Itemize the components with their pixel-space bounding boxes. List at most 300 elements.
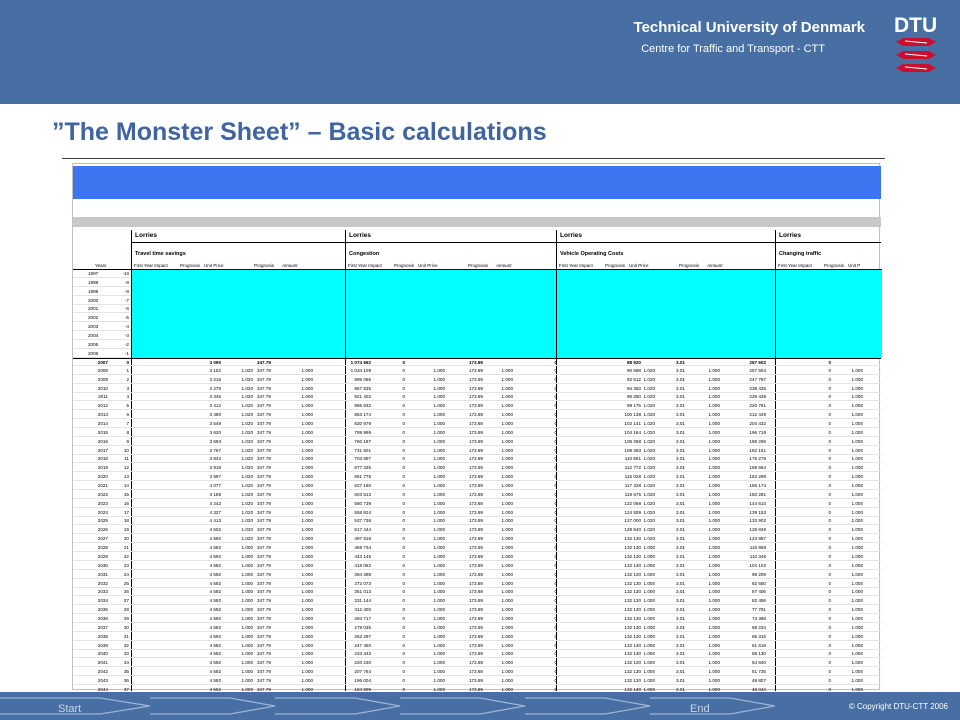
column-header: Prognosis bbox=[679, 263, 700, 268]
table-cell: 1.020 bbox=[241, 421, 253, 427]
table-cell: 1.020 bbox=[643, 367, 655, 373]
table-row bbox=[73, 297, 131, 305]
table-cell: 2012 bbox=[97, 403, 108, 409]
table-cell: 1.000 bbox=[301, 385, 313, 391]
table-cell: 267 602 bbox=[749, 360, 766, 365]
table-cell: 4 077 bbox=[209, 483, 221, 489]
table-cell: 22 bbox=[123, 553, 129, 559]
column-header: Unit Price bbox=[629, 263, 649, 268]
table-cell: 29 bbox=[123, 615, 129, 621]
table-cell: 77 791 bbox=[751, 607, 766, 613]
section-divider bbox=[776, 242, 881, 243]
table-row bbox=[73, 314, 131, 322]
table-row bbox=[73, 491, 881, 499]
table-cell: 1.000 bbox=[301, 562, 313, 568]
table-cell: 1.000 bbox=[643, 553, 655, 559]
table-cell: 119 675 bbox=[624, 491, 641, 497]
table-cell: 0 bbox=[828, 518, 831, 524]
table-cell: 1.000 bbox=[241, 545, 253, 551]
section-subtitle: Travel time savings bbox=[135, 251, 186, 257]
table-cell: 1.000 bbox=[241, 553, 253, 559]
table-cell: 0 bbox=[828, 394, 831, 400]
table-cell: 1.000 bbox=[851, 660, 863, 666]
table-cell: 1.000 bbox=[301, 589, 313, 595]
table-cell: 0 bbox=[828, 367, 831, 373]
table-cell: 1.000 bbox=[301, 669, 313, 675]
table-cell: 517 444 bbox=[354, 527, 371, 533]
table-cell: 558 824 bbox=[354, 509, 371, 515]
table-cell: 1.000 bbox=[643, 669, 655, 675]
nav-start-link[interactable]: Start bbox=[58, 703, 82, 715]
cyan-fill-block bbox=[557, 270, 776, 358]
table-cell: 1.000 bbox=[241, 607, 253, 613]
table-cell: 1.000 bbox=[501, 589, 513, 595]
table-cell: 14 bbox=[123, 483, 129, 489]
table-cell: 0 bbox=[828, 465, 831, 471]
table-cell: 1.000 bbox=[851, 545, 863, 551]
table-cell: 0 bbox=[402, 421, 405, 427]
table-cell: 0 bbox=[554, 403, 557, 409]
table-cell: 1.000 bbox=[501, 642, 513, 648]
table-cell: 0 bbox=[828, 509, 831, 515]
year-cell: 2005 bbox=[88, 341, 99, 347]
table-cell: 1.000 bbox=[708, 624, 720, 630]
table-cell: 2016 bbox=[97, 438, 108, 444]
table-cell: 73 388 bbox=[751, 615, 766, 621]
table-cell: 0 bbox=[554, 580, 557, 586]
table-cell: 0 bbox=[402, 509, 405, 515]
table-cell: 4 592 bbox=[209, 553, 221, 559]
table-row bbox=[73, 393, 881, 401]
table-cell: 312 400 bbox=[354, 607, 371, 613]
table-cell: 1.000 bbox=[433, 642, 445, 648]
table-cell: 1.020 bbox=[241, 518, 253, 524]
table-cell: 0 bbox=[402, 624, 405, 630]
table-cell: 1.000 bbox=[501, 607, 513, 613]
table-cell: 1.000 bbox=[851, 421, 863, 427]
table-row bbox=[73, 402, 881, 410]
table-cell: 347.79 bbox=[256, 553, 271, 559]
table-cell: 0 bbox=[554, 447, 557, 453]
table-cell: 0 bbox=[828, 615, 831, 621]
table-cell: 0 bbox=[402, 642, 405, 648]
table-cell: 1.000 bbox=[708, 394, 720, 400]
table-cell: 1.000 bbox=[643, 642, 655, 648]
table-cell: 1.000 bbox=[301, 633, 313, 639]
table-cell: 1.000 bbox=[851, 474, 863, 480]
table-cell: 0 bbox=[828, 589, 831, 595]
section-column-headers bbox=[132, 262, 346, 270]
table-cell: 537 736 bbox=[354, 518, 371, 524]
table-cell: 0 bbox=[402, 536, 405, 542]
table-cell: 347.79 bbox=[256, 633, 271, 639]
table-cell: 1.000 bbox=[301, 553, 313, 559]
table-cell: 0 bbox=[828, 500, 831, 506]
table-row bbox=[73, 350, 131, 358]
table-cell: 31 bbox=[123, 633, 129, 639]
table-cell: 1.000 bbox=[501, 624, 513, 630]
table-cell: 351 013 bbox=[354, 589, 371, 595]
table-cell: 347.79 bbox=[256, 686, 271, 692]
table-cell: 173.89 bbox=[468, 491, 483, 497]
column-header: Amount bbox=[707, 263, 723, 268]
year-cell: 2003 bbox=[88, 324, 99, 330]
table-cell: 132 130 bbox=[624, 624, 641, 630]
table-cell: 703 897 bbox=[354, 456, 371, 462]
table-cell: 1.000 bbox=[643, 571, 655, 577]
table-cell: 347.79 bbox=[256, 562, 271, 568]
table-cell: 1.000 bbox=[708, 518, 720, 524]
table-cell: 0 bbox=[402, 491, 405, 497]
table-cell: 1.020 bbox=[643, 491, 655, 497]
table-cell: 173.89 bbox=[468, 669, 483, 675]
table-cell: 3 620 bbox=[209, 429, 221, 435]
table-cell: 220 781 bbox=[749, 403, 766, 409]
table-cell: 443 145 bbox=[354, 553, 371, 559]
dtu-logo-icon bbox=[893, 12, 939, 84]
table-cell: 3.01 bbox=[676, 527, 685, 533]
table-cell: 995 086 bbox=[354, 376, 371, 382]
table-cell: 0 bbox=[828, 491, 831, 497]
table-cell: 1.020 bbox=[241, 509, 253, 515]
table-cell: 1.020 bbox=[643, 421, 655, 427]
table-row bbox=[73, 650, 881, 658]
table-cell: 0 bbox=[828, 376, 831, 382]
table-cell: 347.79 bbox=[256, 536, 271, 542]
table-cell: 921 402 bbox=[354, 394, 371, 400]
table-cell: 0 bbox=[828, 474, 831, 480]
table-cell: 1.000 bbox=[241, 660, 253, 666]
table-cell: 132 130 bbox=[624, 553, 641, 559]
table-cell: 1.000 bbox=[501, 376, 513, 382]
table-row bbox=[73, 305, 131, 313]
table-cell: 853 174 bbox=[354, 412, 371, 418]
table-cell: 168 664 bbox=[749, 465, 766, 471]
table-cell: 0 bbox=[554, 615, 557, 621]
table-cell: 173.89 bbox=[468, 589, 483, 595]
table-cell: 3.01 bbox=[676, 571, 685, 577]
table-cell: 603 513 bbox=[354, 491, 371, 497]
table-cell: 1.000 bbox=[643, 686, 655, 692]
table-cell: 1.020 bbox=[241, 491, 253, 497]
table-cell: 13 bbox=[123, 474, 129, 480]
table-row bbox=[73, 420, 881, 428]
table-cell: 1.020 bbox=[241, 500, 253, 506]
table-cell: 247 450 bbox=[354, 642, 371, 648]
table-cell: 347.79 bbox=[256, 421, 271, 427]
table-cell: 1.000 bbox=[851, 403, 863, 409]
table-row bbox=[73, 332, 131, 340]
year-cell: 2002 bbox=[88, 315, 99, 321]
table-cell: 2020 bbox=[97, 474, 108, 480]
table-cell: 1.000 bbox=[433, 491, 445, 497]
year-cell: 2006 bbox=[88, 350, 99, 356]
table-cell: 1.020 bbox=[241, 367, 253, 373]
table-cell: 100 138 bbox=[624, 412, 641, 418]
years-label: Years bbox=[95, 263, 107, 268]
table-cell: 1.000 bbox=[301, 545, 313, 551]
column-header: First Year Impact bbox=[134, 263, 168, 268]
table-cell: 19 bbox=[123, 527, 129, 533]
table-cell: 1.020 bbox=[241, 527, 253, 533]
table-cell: 1.020 bbox=[241, 456, 253, 462]
table-cell: 1.000 bbox=[708, 642, 720, 648]
table-cell: 347.79 bbox=[256, 385, 271, 391]
table-cell: 26 bbox=[123, 589, 129, 595]
table-cell: 4 592 bbox=[209, 686, 221, 692]
table-cell: 11 bbox=[124, 456, 129, 462]
table-cell: 1.000 bbox=[708, 491, 720, 497]
table-cell: 347.79 bbox=[256, 438, 271, 444]
table-cell: 173.89 bbox=[468, 562, 483, 568]
table-cell: 2021 bbox=[97, 483, 108, 489]
table-cell: 173.89 bbox=[468, 421, 483, 427]
table-cell: 2032 bbox=[97, 580, 108, 586]
table-cell: 2 bbox=[126, 376, 129, 382]
table-cell: 1.000 bbox=[851, 607, 863, 613]
table-cell: 1.000 bbox=[851, 633, 863, 639]
table-cell: 1.000 bbox=[708, 660, 720, 666]
table-cell: 132 130 bbox=[624, 571, 641, 577]
table-cell: 1.020 bbox=[643, 429, 655, 435]
table-cell: 1.000 bbox=[643, 633, 655, 639]
table-cell: 1.000 bbox=[708, 527, 720, 533]
table-cell: 4 592 bbox=[209, 545, 221, 551]
table-cell: 173.89 bbox=[468, 651, 483, 657]
table-cell: 1.000 bbox=[501, 598, 513, 604]
table-cell: 677 335 bbox=[354, 465, 371, 471]
table-cell: 104 184 bbox=[624, 429, 641, 435]
table-row bbox=[73, 562, 881, 570]
table-cell: 4 592 bbox=[209, 562, 221, 568]
table-cell: 0 bbox=[554, 456, 557, 462]
table-cell: 1.000 bbox=[433, 527, 445, 533]
table-cell: 2038 bbox=[97, 633, 108, 639]
table-cell: 0 bbox=[828, 571, 831, 577]
table-cell: 1.000 bbox=[851, 562, 863, 568]
table-row bbox=[73, 553, 881, 561]
table-cell: 1.000 bbox=[708, 447, 720, 453]
table-cell: 2009 bbox=[97, 376, 108, 382]
table-row bbox=[73, 482, 881, 490]
table-cell: 1.000 bbox=[708, 571, 720, 577]
cyan-fill-block bbox=[776, 270, 882, 358]
table-cell: 1.000 bbox=[501, 474, 513, 480]
table-row bbox=[73, 615, 881, 623]
table-cell: 0 bbox=[554, 438, 557, 444]
table-cell: 0 bbox=[402, 527, 405, 533]
table-cell: 347.79 bbox=[256, 669, 271, 675]
table-cell: 0 bbox=[402, 376, 405, 382]
table-cell: 1.000 bbox=[433, 553, 445, 559]
table-cell: 1.000 bbox=[708, 562, 720, 568]
table-row bbox=[73, 279, 131, 287]
table-cell: 0 bbox=[554, 421, 557, 427]
table-cell: 4 413 bbox=[209, 518, 221, 524]
table-cell: 4 592 bbox=[209, 633, 221, 639]
table-cell: 0 bbox=[554, 367, 557, 373]
index-cell: -4 bbox=[124, 324, 129, 330]
table-cell: 1.020 bbox=[643, 385, 655, 391]
column-header: Prognosis bbox=[254, 263, 275, 268]
table-cell: 1.000 bbox=[501, 491, 513, 497]
table-cell: 3.01 bbox=[676, 677, 685, 683]
table-cell: 257 504 bbox=[749, 367, 766, 373]
table-row bbox=[73, 464, 881, 472]
table-cell: 184 909 bbox=[354, 686, 371, 692]
table-cell: 1.000 bbox=[851, 624, 863, 630]
table-cell: 1.000 bbox=[501, 571, 513, 577]
table-cell: 347.79 bbox=[256, 394, 271, 400]
table-cell: 1.000 bbox=[241, 642, 253, 648]
table-cell: 1.000 bbox=[851, 483, 863, 489]
table-cell: 1.000 bbox=[241, 580, 253, 586]
index-cell: -3 bbox=[124, 333, 129, 339]
table-cell: 1.000 bbox=[708, 580, 720, 586]
table-cell: 173.89 bbox=[468, 360, 483, 365]
table-cell: 1.000 bbox=[241, 633, 253, 639]
table-cell: 33 bbox=[123, 651, 129, 657]
table-cell: 1.000 bbox=[301, 536, 313, 542]
table-cell: 0 bbox=[402, 633, 405, 639]
table-cell: 0 bbox=[126, 360, 129, 365]
table-cell: 0 bbox=[554, 509, 557, 515]
table-cell: 0 bbox=[402, 474, 405, 480]
section-divider bbox=[346, 242, 556, 243]
table-cell: 1.000 bbox=[301, 642, 313, 648]
table-cell: 1.000 bbox=[301, 447, 313, 453]
year-cell: 2000 bbox=[88, 297, 99, 303]
table-cell: 2013 bbox=[97, 412, 108, 418]
table-cell: 1.000 bbox=[851, 456, 863, 462]
table-cell: 1.000 bbox=[301, 615, 313, 621]
table-cell: 418 062 bbox=[354, 562, 371, 568]
table-cell: 1.000 bbox=[851, 553, 863, 559]
table-cell: 394 398 bbox=[354, 571, 371, 577]
table-cell: 1.000 bbox=[708, 669, 720, 675]
table-cell: 3.01 bbox=[676, 598, 685, 604]
table-cell: 1.000 bbox=[433, 394, 445, 400]
table-cell: 2043 bbox=[97, 677, 108, 683]
table-cell: 0 bbox=[554, 474, 557, 480]
table-cell: 0 bbox=[402, 412, 405, 418]
table-cell: 3.01 bbox=[676, 536, 685, 542]
table-cell: 54 840 bbox=[751, 660, 766, 666]
table-cell: 144 610 bbox=[749, 500, 766, 506]
table-cell: 96 250 bbox=[626, 394, 641, 400]
table-cell: 0 bbox=[828, 651, 831, 657]
table-cell: 0 bbox=[554, 677, 557, 683]
table-cell: 0 bbox=[554, 607, 557, 613]
table-cell: 1.000 bbox=[501, 553, 513, 559]
column-header: Amount bbox=[496, 263, 512, 268]
table-cell: 3.01 bbox=[676, 669, 685, 675]
table-cell: 4 502 bbox=[209, 527, 221, 533]
table-cell: 347.79 bbox=[256, 677, 271, 683]
table-row bbox=[73, 642, 881, 650]
table-cell: 1.020 bbox=[643, 438, 655, 444]
table-cell: 347.79 bbox=[256, 607, 271, 613]
header-banner bbox=[0, 0, 960, 104]
table-cell: 1.000 bbox=[851, 447, 863, 453]
table-cell: 173.89 bbox=[468, 633, 483, 639]
table-cell: 3 215 bbox=[209, 376, 221, 382]
table-cell: 1.020 bbox=[241, 536, 253, 542]
table-cell: 3.01 bbox=[676, 607, 685, 613]
table-cell: 0 bbox=[828, 633, 831, 639]
table-cell: 2018 bbox=[97, 456, 108, 462]
table-cell: 347.79 bbox=[256, 491, 271, 497]
table-cell: 1.020 bbox=[241, 447, 253, 453]
table-cell: 1.000 bbox=[301, 518, 313, 524]
table-cell: 0 bbox=[828, 669, 831, 675]
table-cell: 108 393 bbox=[624, 447, 641, 453]
column-header: Unit Price bbox=[418, 263, 438, 268]
year-cell: 1997 bbox=[88, 271, 99, 276]
table-cell: 110 561 bbox=[624, 456, 641, 462]
table-cell: 3.01 bbox=[676, 360, 685, 365]
table-cell: 1.000 bbox=[708, 633, 720, 639]
table-cell: 0 bbox=[402, 553, 405, 559]
table-cell: 1.000 bbox=[433, 633, 445, 639]
nav-end-link[interactable]: End bbox=[690, 703, 710, 715]
table-cell: 0 bbox=[828, 580, 831, 586]
table-cell: 1.000 bbox=[241, 651, 253, 657]
table-cell: 0 bbox=[554, 598, 557, 604]
table-cell: 1.000 bbox=[301, 624, 313, 630]
table-cell: 3.01 bbox=[676, 376, 685, 382]
table-cell: 0 bbox=[402, 651, 405, 657]
column-header: Prognosis bbox=[605, 263, 626, 268]
table-cell: 92 512 bbox=[626, 376, 641, 382]
table-cell: 1.020 bbox=[241, 465, 253, 471]
table-cell: 1.000 bbox=[433, 598, 445, 604]
table-cell: 2039 bbox=[97, 642, 108, 648]
table-cell: 156 174 bbox=[749, 483, 766, 489]
table-cell: 173.89 bbox=[468, 394, 483, 400]
table-cell: 1.000 bbox=[501, 500, 513, 506]
table-cell: 173.89 bbox=[468, 580, 483, 586]
table-cell: 1.000 bbox=[301, 651, 313, 657]
table-row bbox=[73, 571, 881, 579]
table-cell: 132 130 bbox=[624, 615, 641, 621]
table-cell: 1.000 bbox=[433, 580, 445, 586]
table-cell: 132 130 bbox=[624, 660, 641, 666]
table-cell: 1.000 bbox=[433, 686, 445, 692]
table-cell: 3 549 bbox=[209, 421, 221, 427]
table-cell: 1.000 bbox=[501, 403, 513, 409]
table-cell: 347.79 bbox=[256, 660, 271, 666]
table-row bbox=[73, 288, 131, 296]
table-cell: 1.000 bbox=[851, 580, 863, 586]
table-cell: 1.000 bbox=[501, 518, 513, 524]
table-cell: 173.89 bbox=[468, 447, 483, 453]
index-cell: -7 bbox=[124, 297, 129, 303]
table-cell: 0 bbox=[828, 677, 831, 683]
university-name: Technical University of Denmark bbox=[633, 19, 865, 36]
section-divider bbox=[557, 242, 775, 243]
table-cell: 88 920 bbox=[626, 360, 641, 365]
table-cell: 0 bbox=[828, 562, 831, 568]
table-cell: 1.020 bbox=[643, 447, 655, 453]
table-cell: 2036 bbox=[97, 615, 108, 621]
table-cell: 1.000 bbox=[643, 589, 655, 595]
table-cell: 0 bbox=[828, 360, 831, 365]
table-row bbox=[73, 597, 881, 605]
table-cell: 4 592 bbox=[209, 651, 221, 657]
table-cell: 2023 bbox=[97, 500, 108, 506]
table-cell: 4 bbox=[126, 394, 129, 400]
